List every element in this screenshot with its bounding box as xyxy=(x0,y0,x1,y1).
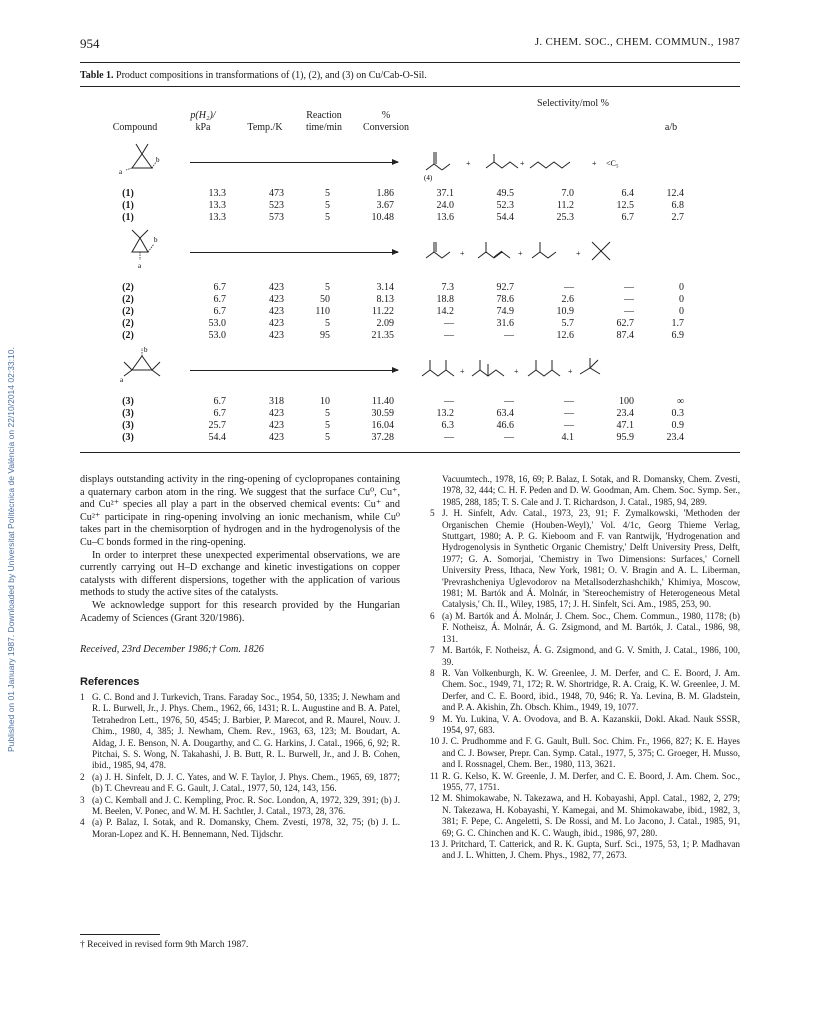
reference-item xyxy=(430,714,740,737)
table-cell: 423 xyxy=(269,432,284,443)
table-cell: 92.7 xyxy=(496,282,514,293)
page-number: 954 xyxy=(80,36,100,51)
table-cell: 573 xyxy=(269,212,284,223)
svg-text:+: + xyxy=(514,367,519,376)
table-cell: 5 xyxy=(325,408,330,419)
table-cell: 14.2 xyxy=(436,306,454,317)
reference-item xyxy=(430,771,740,794)
table-cell: 10.48 xyxy=(371,212,394,223)
table-cell: 0.9 xyxy=(671,420,684,431)
reference-item xyxy=(430,668,740,714)
references-right-column xyxy=(430,474,740,862)
svg-text:+: + xyxy=(460,367,465,376)
reference-number: 12 xyxy=(430,793,440,804)
table-row xyxy=(80,212,740,225)
reference-number: 1 xyxy=(80,692,85,702)
reference-text: (a) P. Balaz, I. Sotak, and R. Domansky, Chem. Zvesti, 1978, 32, 75; (b) J. L. Moran-Lopez and K. H. Bennemann, Ned. Tijdschr. xyxy=(92,817,400,839)
body-paragraph-3: We acknowledge support for this research provided by the Hungarian Academy of Sciences (Grant 320/1986). xyxy=(80,599,400,624)
table-cell: 6.3 xyxy=(441,420,454,431)
table-cell: 523 xyxy=(269,200,284,211)
table-cell: 47.1 xyxy=(616,420,634,431)
reference-text: (a) M. Bartók and Á. Molnár, J. Chem. Soc., Chem. Commun., 1980, 1178; (b) F. Notheisz, Á. Molnár, Á. G. Zsigmond, and M. Bartók, J. Catal., 1986, 98, 131. xyxy=(442,610,740,644)
reference-text: R. Van Volkenburgh, K. W. Greenlee, J. M. Derfer, and C. E. Boord, J. Am. Chem. Soc., 1949, 71, 172; R. W. Shortridge, R. A. Craig, K. W. Greenlee, J. M. Derfer, and C. E. Boord, ibid., 1948, 70, 946; R. Ya. Levina, B. M. Gladstein, and P. A. Akishin, Zh. Obsch. Khim., 1949, 19, 1077. xyxy=(442,667,740,713)
table-cell: (2) xyxy=(122,330,134,341)
reference-number: 3 xyxy=(80,794,85,805)
reference-text: (a) J. H. Sinfelt, D. J. C. Yates, and W. F. Taylor, J. Phys. Chem., 1965, 69, 1877; (b) T. Chevreau and F. G. Gault, J. Catal., 1977, 50, 124, 143, 156. xyxy=(92,771,400,794)
table-cell: — xyxy=(564,408,574,419)
table-cell: 53.0 xyxy=(208,330,226,341)
page-header xyxy=(80,36,740,52)
reference-number: 8 xyxy=(430,667,435,678)
table-cell: 0 xyxy=(679,306,684,317)
reference-number: 6 xyxy=(430,610,435,621)
body-paragraph-2: In order to interpret these unexpected experimental observations, we are currently carrying out H–D exchange and kinetic investigations on copper catalysts with different dispersions, together with the application of various methods to study the active sites of the catalysts. xyxy=(80,549,400,599)
table-cell: — xyxy=(564,420,574,431)
table-cell: 30.59 xyxy=(371,408,394,419)
table-cell: — xyxy=(624,306,634,317)
table-cell: 78.6 xyxy=(496,294,514,305)
table-cell: 0.3 xyxy=(671,408,684,419)
table-cell: 52.3 xyxy=(496,200,514,211)
table-cell: 5 xyxy=(325,420,330,431)
table-caption xyxy=(80,70,427,81)
table-cell: (2) xyxy=(122,306,134,317)
table-cell: 63.4 xyxy=(496,408,514,419)
svg-text:+: + xyxy=(592,159,597,168)
reference-item xyxy=(430,508,740,611)
table-cell: 11.2 xyxy=(556,200,574,211)
table-caption-text: Product compositions in transformations of (1), (2), and (3) on Cu/Cab-O-Sil. xyxy=(113,70,427,81)
table-cell: 5 xyxy=(325,282,330,293)
table-cell: 3.14 xyxy=(376,282,394,293)
svg-text:+: + xyxy=(460,249,465,258)
reference-number: 13 xyxy=(430,839,440,849)
table-cell: 31.6 xyxy=(496,318,514,329)
footnote: † Received in revised form 9th March 1987. xyxy=(80,940,249,950)
table-cell: — xyxy=(504,330,514,341)
table-cell: 53.0 xyxy=(208,318,226,329)
table-cell: 0 xyxy=(679,294,684,305)
header-reaction-label: Reaction xyxy=(306,110,342,121)
table-cell: 423 xyxy=(269,306,284,317)
table-cell: 423 xyxy=(269,420,284,431)
table-cell: 25.3 xyxy=(556,212,574,223)
table-cell: 12.6 xyxy=(556,330,574,341)
table-cell: 6.4 xyxy=(621,188,634,199)
reference-text: M. Yu. Lukina, V. A. Ovodova, and B. A. Kazanskii, Dokl. Akad. Nauk SSSR, 1954, 97, 683. xyxy=(442,713,740,735)
table-cell: 5 xyxy=(325,200,330,211)
header-selectivity: Selectivity/mol % xyxy=(537,98,609,109)
table-label: Table 1. xyxy=(80,70,114,81)
table-cell: 1.7 xyxy=(671,318,684,329)
products-3-icon xyxy=(418,354,648,384)
table-cell: 7.3 xyxy=(441,282,454,293)
reference-text: (a) C. Kemball and J. C. Kempling, Proc. R. Soc. London, A, 1972, 329, 391; (b) J. M. Beelen, V. Ponec, and W. M. H. Sachtler, J. Catal., 1973, 28, 376. xyxy=(92,794,400,817)
reference-number: 2 xyxy=(80,771,85,782)
header-compound: Compound xyxy=(112,122,158,133)
svg-text:+: + xyxy=(466,159,471,168)
table-cell: 49.5 xyxy=(496,188,514,199)
reaction-arrow-1 xyxy=(190,162,398,163)
table-cell: 50 xyxy=(320,294,330,305)
products-1-icon xyxy=(422,146,662,182)
table-cell: (2) xyxy=(122,282,134,293)
header-conversion xyxy=(356,110,416,134)
download-note: Published on 01 January 1987. Downloaded by Universitat Politècnica de València on 22/10/2014 02:33:10. xyxy=(6,347,16,753)
table-cell: 16.04 xyxy=(371,420,394,431)
structure-2-label-b: b xyxy=(154,236,158,244)
table-cell: 46.6 xyxy=(496,420,514,431)
table-cell: 6.7 xyxy=(621,212,634,223)
reference-item xyxy=(80,692,400,772)
table-cell: — xyxy=(444,396,454,407)
reference-number: 7 xyxy=(430,645,435,656)
table-cell: — xyxy=(444,432,454,443)
table-cell: — xyxy=(564,396,574,407)
table-cell: (1) xyxy=(122,200,134,211)
reference-item xyxy=(430,474,740,508)
svg-text:+: + xyxy=(518,249,523,258)
svg-text:+: + xyxy=(568,367,573,376)
svg-text:+: + xyxy=(576,249,581,258)
reaction-arrow-3 xyxy=(190,370,398,371)
header-ab: a/b xyxy=(664,122,678,133)
reference-text: R. G. Kelso, K. W. Greenle, J. M. Derfer, and C. E. Boord, J. Am. Chem. Soc., 1955, 77, 1751. xyxy=(442,770,740,792)
cs-label: <C₅ xyxy=(606,159,619,168)
table-cell: (3) xyxy=(122,396,134,407)
table-cell: — xyxy=(444,330,454,341)
reaction-arrow-2 xyxy=(190,252,398,253)
journal-name: J. CHEM. SOC., CHEM. COMMUN., 1987 xyxy=(534,36,740,48)
reference-text: J. Pritchard, T. Catterick, and R. K. Gupta, Surf. Sci., 1975, 53, 1; P. Madhavan and J. L. Whitten, J. Chem. Phys., 1982, 77, 2673. xyxy=(442,839,740,861)
table-cell: 10.9 xyxy=(556,306,574,317)
table-cell: 21.35 xyxy=(371,330,394,341)
table-cell: (1) xyxy=(122,212,134,223)
table-cell: 37.1 xyxy=(436,188,454,199)
reference-item xyxy=(80,795,400,818)
table-cell: 10 xyxy=(320,396,330,407)
table-cell: 12.4 xyxy=(666,188,684,199)
reference-text: G. C. Bond and J. Turkevich, Trans. Faraday Soc., 1954, 50, 1335; J. Newham and R. L. Burwell, Jr., J. Phys. Chem., 1962, 66, 1431; R. L. Augustine and B. A. Patel, Tetrahedron Lett., 1976, 50, 4545; J. Barbier, P. Marecot, and R. Maurel, Nouv. J. Chim., 1980, 4, 385; J. Newham, Chem. Rev., 1963, 63, 123; M. Boudart, A. Aldag, J. E. Benson, N. A. Dougarthy, and C. G. Harkins, J. Catal., 1966, 6, 92; R. Pitchai, S. S. Wong, N. Takahashi, J. B. Butt, R. L. Burwell, Jr., and J. B. Cohen, ibid., 1985, 94, 478. xyxy=(92,692,400,771)
table-cell: 62.7 xyxy=(616,318,634,329)
header-pressure-unit: kPa xyxy=(195,122,211,133)
reference-item xyxy=(80,772,400,795)
table-cell: 74.9 xyxy=(496,306,514,317)
table-cell: (3) xyxy=(122,420,134,431)
reference-item xyxy=(430,839,740,862)
table-cell: 6.7 xyxy=(213,282,226,293)
table-cell: 6.7 xyxy=(213,306,226,317)
table-cell: 5 xyxy=(325,318,330,329)
table-cell: 13.3 xyxy=(208,200,226,211)
table-cell: 95.9 xyxy=(616,432,634,443)
table-cell: (3) xyxy=(122,432,134,443)
table-cell: 23.4 xyxy=(666,432,684,443)
reference-item xyxy=(430,793,740,839)
table-cell: — xyxy=(624,294,634,305)
table-cell: 13.3 xyxy=(208,212,226,223)
svg-text:+: + xyxy=(520,159,525,168)
table-cell: 11.40 xyxy=(371,396,394,407)
structure-1-label-b: b xyxy=(156,156,160,164)
footnote-rule xyxy=(80,934,160,935)
table-cell: 18.8 xyxy=(436,294,454,305)
label-4: (4) xyxy=(424,174,433,182)
table-cell: 54.4 xyxy=(208,432,226,443)
header-conversion-unit: Conversion xyxy=(362,122,410,133)
table-cell: 6.7 xyxy=(213,294,226,305)
table-cell: — xyxy=(564,282,574,293)
structure-2-label-a: a xyxy=(138,262,142,270)
header-temp: Temp./K xyxy=(247,122,283,133)
reference-item xyxy=(430,611,740,645)
table-cell: 11.22 xyxy=(371,306,394,317)
table-cell: 6.9 xyxy=(671,330,684,341)
header-pressure xyxy=(178,110,228,134)
table-cell: 95 xyxy=(320,330,330,341)
reference-text: M. Shimokawabe, N. Takezawa, and H. Kobayashi, Appl. Catal., 1982, 2, 279; N. Takezawa, H. Kobayashi, Y. Kamegai, and M. Shimokawabe, ibid., 1982, 3, 381; F. Pepe, C. Angeletti, S. De Rossi, and M. Lo Jacono, J. Catal., 1985, 91, 69; G. C. Chinchen and K. C. Waugh, ibid., 1986, 97, 280. xyxy=(442,793,740,838)
reference-text: J. H. Sinfelt, Adv. Catal., 1973, 23, 91; F. Zymalkowski, 'Methoden der Organischen Chemie (Houben-Weyl),' Vol. 4/1c, Georg Thieme Verlag, Stuttgart, 1980; A. P. G. Kieboom and F. van Rantwijk, 'Hydrogenation and Hydrogenolysis in Synthetic Organic Chemistry,' Delft University Press, Delft, 1977; G. A. Somorjai, 'Chemistry in Two Dimensions: Surfaces,' Cornell University Press, Ithaca, New York, 1981; O. V. Bragin and A. L. Liberman, 'Prevrashcheniya Uglevodorov na Metallsoderzhashchikh,' Khimiya, Moscow, 1981; M. Bartók and Á. Molnár, in 'Stereochemistry of Heterogeneous Metal Catalysis,' Ch. II., Wiley, 1985, 17; J. H. Sinfelt, Sci. Am., 1985, 253, 90. xyxy=(442,508,740,610)
table-cell: 423 xyxy=(269,408,284,419)
table-cell: 5 xyxy=(325,432,330,443)
table-cell: 423 xyxy=(269,282,284,293)
header-rule xyxy=(80,62,740,63)
table-cell: 87.4 xyxy=(616,330,634,341)
reference-item xyxy=(430,736,740,770)
table-cell: — xyxy=(624,282,634,293)
table-cell: — xyxy=(504,432,514,443)
table-cell: — xyxy=(444,318,454,329)
reference-number: 9 xyxy=(430,713,435,724)
table-cell: 54.4 xyxy=(496,212,514,223)
reference-number: 10 xyxy=(430,736,440,747)
received-date: Received, 23rd December 1986;† Com. 1826 xyxy=(80,644,264,655)
reference-item xyxy=(430,645,740,668)
table-cell: 423 xyxy=(269,294,284,305)
table-cell: 13.2 xyxy=(436,408,454,419)
table-cell: 13.3 xyxy=(208,188,226,199)
structure-3-icon xyxy=(118,344,166,384)
table-cell: 24.0 xyxy=(436,200,454,211)
table-cell: 110 xyxy=(315,306,330,317)
table-cell: 8.13 xyxy=(376,294,394,305)
reference-item xyxy=(80,817,400,840)
header-conversion-label: % xyxy=(381,110,391,121)
table-cell: ∞ xyxy=(676,396,684,407)
table-cell: 5 xyxy=(325,212,330,223)
table-cell: (3) xyxy=(122,408,134,419)
table-cell: 37.28 xyxy=(371,432,394,443)
structure-3-label-a: a xyxy=(120,376,124,384)
structure-3-label-b: b xyxy=(144,346,148,354)
table-cell: 0 xyxy=(679,282,684,293)
table-cell: (1) xyxy=(122,188,134,199)
table-cell: 5.7 xyxy=(561,318,574,329)
body-paragraph-1: displays outstanding activity in the ring-opening of cyclopropanes containing a quaternary carbon atom in the ring. We suggest that the surface Cu⁰, Cu⁺, and Cu²⁺ species all play a part in the observed chemical events: Cu⁺ and Cu²⁺ participate in ring-opening involving an ionic mechanism, while Cu⁰ takes part in the chemisorption of hydrogen and in the hydrogenolysis of the Cu–C bonds formed in the ring-opening. xyxy=(80,474,400,548)
table-row xyxy=(80,432,740,445)
table-cell: (2) xyxy=(122,294,134,305)
reference-number: 11 xyxy=(430,770,439,781)
structure-2-icon xyxy=(124,226,164,270)
table-row xyxy=(80,330,740,343)
table-cell: 13.6 xyxy=(436,212,454,223)
table-cell: 100 xyxy=(619,396,634,407)
table-cell: 5 xyxy=(325,188,330,199)
table-cell: 423 xyxy=(269,318,284,329)
products-2-icon xyxy=(422,236,642,266)
references-left-column xyxy=(80,692,400,840)
table-cell: 318 xyxy=(269,396,284,407)
table-top-rule xyxy=(80,86,740,87)
reference-number: 4 xyxy=(80,817,85,828)
table-cell: 7.0 xyxy=(561,188,574,199)
table-cell: 12.5 xyxy=(616,200,634,211)
table-cell: 473 xyxy=(269,188,284,199)
table-cell: 3.67 xyxy=(376,200,394,211)
table-bottom-rule xyxy=(80,452,740,453)
table-cell: — xyxy=(504,396,514,407)
references-heading: References xyxy=(80,676,140,688)
header-reaction xyxy=(296,110,352,134)
header-reaction-unit: time/min xyxy=(305,122,343,133)
table-cell: (2) xyxy=(122,318,134,329)
table-cell: 25.7 xyxy=(208,420,226,431)
table-cell: 6.8 xyxy=(671,200,684,211)
reference-number: 5 xyxy=(430,508,435,519)
table-cell: 423 xyxy=(269,330,284,341)
reference-text: J. C. Prudhomme and F. G. Gault, Bull. Soc. Chim. Fr., 1966, 827; K. E. Hayes and C. J. Bowser, Prepr. Can. Symp. Catal., 1977, 5, 375; C. Groeger, H. Musso, and I. Rossnagel, Chem. Ber., 1980, 113, 3621. xyxy=(442,736,740,770)
reference-text: M. Bartók, F. Notheisz, Á. G. Zsigmond, and G. V. Smith, J. Catal., 1986, 100, 39. xyxy=(442,645,740,667)
table-cell: 2.6 xyxy=(561,294,574,305)
header-pressure-label: p(H₂)/ xyxy=(190,110,216,121)
table-cell: 2.7 xyxy=(671,212,684,223)
structure-1-label-a: a xyxy=(119,168,123,176)
structure-1-icon xyxy=(118,140,162,176)
table-cell: 4.1 xyxy=(561,432,574,443)
table-cell: 6.7 xyxy=(213,408,226,419)
table-cell: 2.09 xyxy=(376,318,394,329)
body-text xyxy=(80,474,400,625)
table-cell: 23.4 xyxy=(616,408,634,419)
table-cell: 1.86 xyxy=(376,188,394,199)
table-cell: 6.7 xyxy=(213,396,226,407)
reference-text: Vacuumtech., 1978, 16, 69; P. Balaz, I. Sotak, and R. Domansky, Chem. Zvesti, 1978, 32, 444; C. H. F. Peden and D. W. Goodman, Am. Chem. Soc. Symp. Ser., 1985, 288, 185; T. S. Cale and J. T. Richardson, J. Catal., 1985, 94, 289. xyxy=(442,474,740,507)
